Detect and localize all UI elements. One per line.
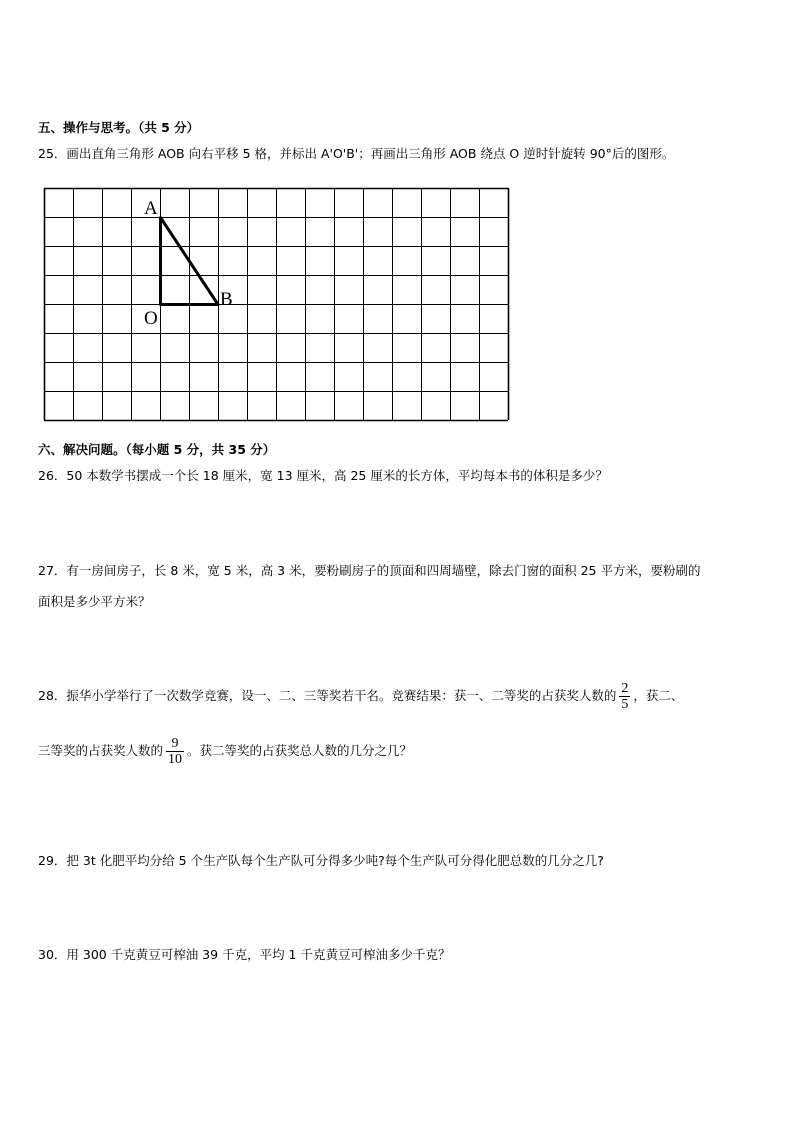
label-b: B — [220, 289, 233, 310]
question-28-line-2 — [38, 736, 412, 767]
q28-text-2: ，获二、 — [633, 688, 684, 703]
q28-text-4: 。获二等奖的占获奖总人数的几分之几？ — [187, 743, 413, 758]
section-5-heading: 五、操作与思考。（共 5 分） — [38, 120, 200, 135]
question-26: 26．50 本数学书摆成一个长 18 厘米，宽 13 厘米，高 25 厘米的长方体，平均每本书的体积是多少？ — [38, 468, 608, 483]
question-27-line-1: 27．有一房间房子，长 8 米，宽 5 米，高 3 米，要粉刷房子的顶面和四周墙壁，除去门窗的面积 25 平方米，要粉刷的 — [38, 563, 701, 578]
label-o: O — [144, 308, 158, 329]
q28-text-1: 28．振华小学举行了一次数学竞赛，设一、二、三等奖若干名。竞赛结果：获一、二等奖的占获奖人数的 — [38, 688, 617, 703]
fraction-2-5 — [619, 681, 630, 712]
question-29: 29．把 3t 化肥平均分给 5 个生产队每个生产队可分得多少吨?每个生产队可分得化肥总数的几分之几? — [38, 853, 604, 868]
question-30: 30．用 300 千克黄豆可榨油 39 千克，平均 1 千克黄豆可榨油多少千克？ — [38, 947, 451, 962]
fraction-denominator: 10 — [168, 752, 183, 767]
question-27-line-2: 面积是多少平方米？ — [38, 594, 151, 609]
fraction-denominator: 5 — [621, 697, 629, 712]
label-a: A — [144, 198, 158, 219]
grid-lines — [44, 188, 509, 421]
fraction-9-10 — [166, 736, 184, 767]
grid-figure — [43, 187, 511, 423]
q28-text-3: 三等奖的占获奖人数的 — [38, 743, 164, 758]
section-6-heading: 六、解决问题。（每小题 5 分，共 35 分） — [38, 442, 276, 457]
fraction-numerator: 9 — [166, 736, 184, 752]
question-28-line-1 — [38, 681, 683, 712]
fraction-numerator: 2 — [621, 681, 629, 696]
question-25: 25．画出直角三角形 AOB 向右平移 5 格，并标出 A'O'B'；再画出三角形 AOB 绕点 O 逆时针旋转 90°后的图形。 — [38, 146, 675, 161]
